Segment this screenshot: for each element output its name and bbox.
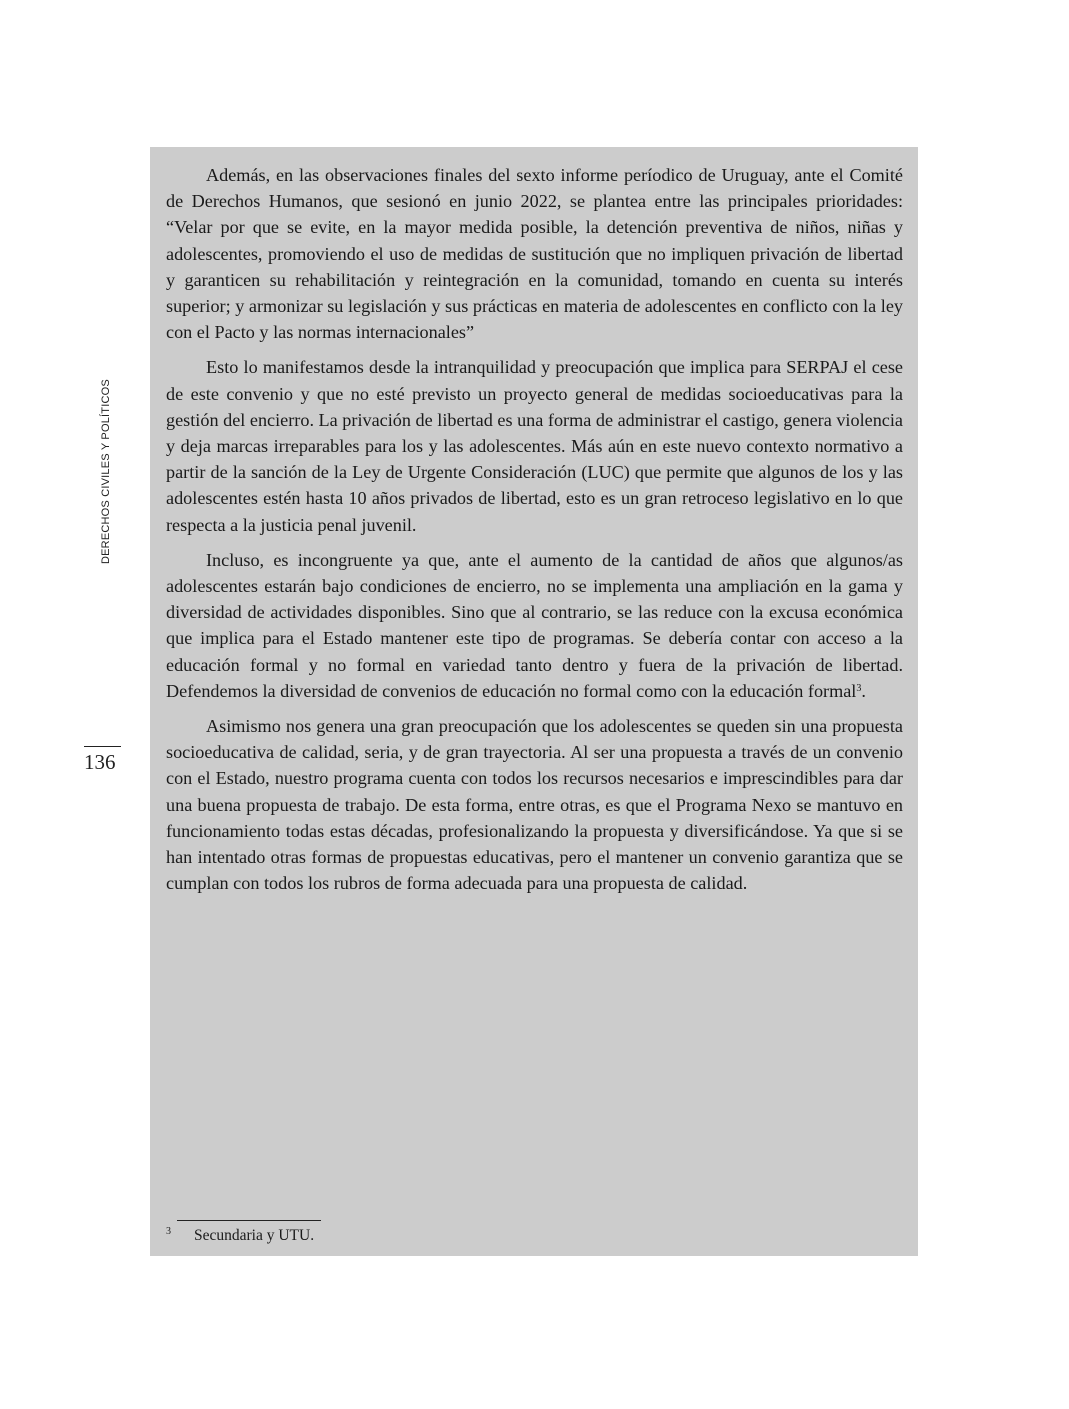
paragraph-4: Asimismo nos genera una gran preocupación que los adolescentes se queden sin una propuesta socioeducativa de calidad, seria, y de gran trayectoria. Al ser una propuesta a través de un convenio con el Estado, nuestro programa cuenta con todos los recursos necesarios e imprescindibles para dar una buena propuesta de trabajo. De esta forma, entre otras, es que el Programa Nexo se mantuvo en funcionamiento todas estas décadas, profesionalizando la propuesta y diversificándose. Ya que si se han intentado otras formas de propuestas educativas, pero el mantener un convenio garantiza que se cumplan con todos los rubros de forma adecuada para una propuesta de calidad. bbox=[166, 716, 903, 894]
paragraph-2: Esto lo manifestamos desde la intranquilidad y preocupación que implica para SERPAJ el cese de este convenio y que no esté previsto un proyecto general de medidas socioeducativas para la gestión del encierro. La privación de libertad es una forma de administrar el castigo, genera violencia y deja marcas irreparables para los y las adolescentes. Más aún en este nuevo contexto normativo a partir de la sanción de la Ley de Urgente Consideración (LUC) que permite que algunos de los y las adolescentes estén hasta 10 años privados de libertad, esto es un gran retroceso legislativo en lo que respecta a la justicia penal juvenil. bbox=[166, 357, 903, 535]
footnote: 3 Secundaria y UTU. bbox=[166, 1226, 315, 1244]
paragraph-3-period: . bbox=[861, 680, 866, 701]
section-side-label: DERECHOS CIVILES Y POLÍTICOS bbox=[100, 379, 112, 564]
paragraph-3 bbox=[166, 547, 903, 704]
page-number-rule bbox=[84, 746, 121, 747]
footnote-text: Secundaria y UTU. bbox=[194, 1227, 315, 1244]
footnote-separator bbox=[177, 1220, 321, 1221]
body-text bbox=[166, 162, 903, 905]
paragraph-1: Además, en las observaciones finales del sexto informe períodico de Uruguay, ante el Comité de Derechos Humanos, que sesionó en junio 2022, se plantea entre las principales prioridades: “Velar por que se evite, en la mayor medida posible, la detención preventiva de niños, niñas y adolescentes, promoviendo el uso de medidas de sustitución que no impliquen privación de libertad y garanticen su rehabilitación y reintegración en la comunidad, tomando en cuenta su interés superior; y armonizar su legislación y sus prácticas en materia de adolescentes en conflicto con la ley con el Pacto y las normas internacionales” bbox=[166, 165, 903, 343]
page-number: 136 bbox=[84, 750, 116, 774]
paragraph-3-text: Incluso, es incongruente ya que, ante el aumento de la cantidad de años que algunos/as adolescentes estarán bajo condiciones de encierro, no se implementa una ampliación en la gama y diversidad de actividades disponibles. Sino que al contrario, se las reduce con la excusa económica que implica para el Estado mantener este tipo de programas. Se debería contar con acceso a la educación formal y no formal en variedad tanto dentro y fuera de la privación de libertad. Defendemos la diversidad de convenios de educación no formal como con la educación formal bbox=[166, 549, 903, 701]
footnote-reference[interactable]: 3 bbox=[856, 682, 862, 694]
